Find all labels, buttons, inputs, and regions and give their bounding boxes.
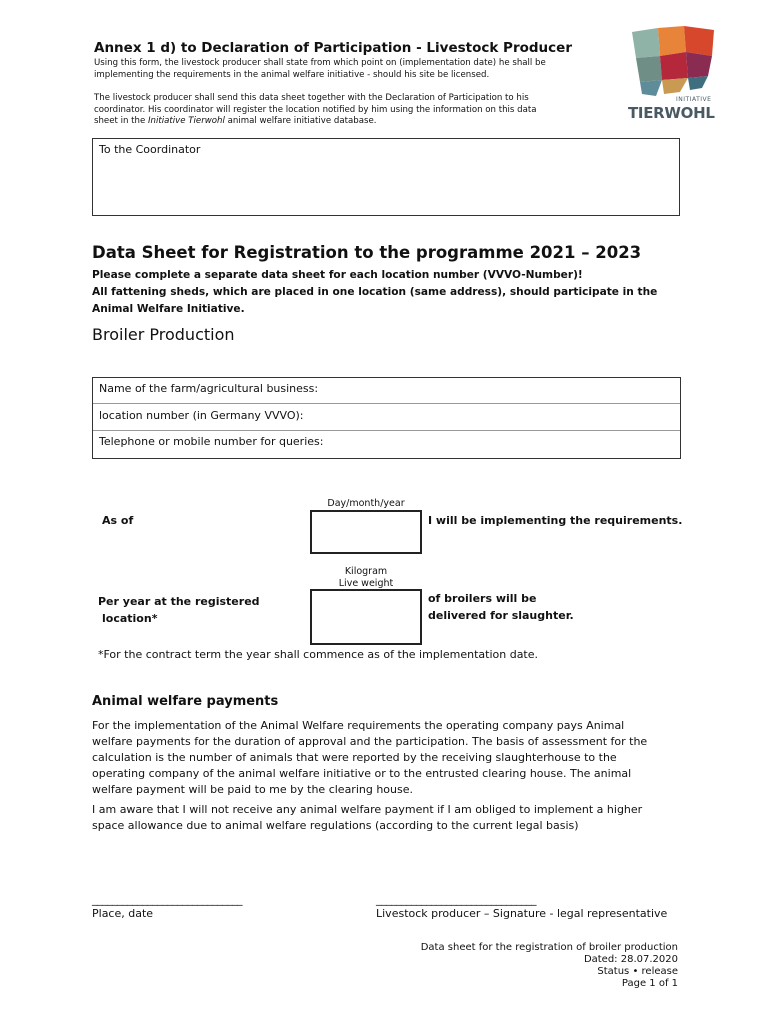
- intro-paragraph-2: [94, 93, 554, 128]
- place-date-label: Place, date: [92, 907, 154, 920]
- intro-paragraph: Using this form, the livestock producer shall state from which point on (implementation date) he shall be implementing the requirements in the animal welfare initiative - should his site be licensed.: [94, 58, 546, 80]
- section-heading: Broiler Production: [92, 325, 235, 344]
- document-footer: [380, 942, 678, 990]
- coordinator-box[interactable]: [92, 138, 680, 216]
- footer-page-number: Page 1 of 1: [621, 978, 678, 989]
- signature-line[interactable]: ________________________________: [376, 893, 536, 906]
- intro-text-italic: Initiative Tierwohl: [148, 116, 225, 126]
- data-sheet-title: Data Sheet for Registration to the programme 2021 – 2023: [92, 243, 642, 262]
- logo-initiative-text: INITIATIVE: [676, 96, 712, 103]
- broilers-label: [428, 590, 574, 624]
- per-year-label: [98, 593, 260, 627]
- kilogram-caption-line-1: Kilogram: [344, 566, 388, 577]
- annex-title: Annex 1 d) to Declaration of Participation - Livestock Producer: [94, 40, 572, 56]
- row-divider: [93, 430, 680, 431]
- broilers-line-1: of broilers will be: [428, 592, 537, 605]
- logo-wordmark: TIERWOHL: [628, 104, 715, 122]
- payments-paragraph-2: I am aware that I will not receive any animal welfare payment if I am obliged to implement a higher space allowance due to animal welfare regulations (according to the current legal basis): [92, 803, 643, 832]
- kilogram-caption-line-2: Live weight: [338, 578, 394, 589]
- footer-line-1: Data sheet for the registration of broiler production: [420, 942, 678, 953]
- payments-paragraph-1: For the implementation of the Animal Welfare requirements the operating company pays Animal welfare payments for the duration of approval and the participation. The basis of assessment for the calculation is the number of animals that were reported by the receiving slaughterhouse to the operating company of the animal welfare initiative or to the entrusted clearing house. The animal welfare payment will be paid to me by the clearing house.: [92, 719, 648, 796]
- intro-text-a: The livestock producer shall send this data sheet together with the Declaration of Participation to his coordinator. His coordinator will register the location notified by him using the information on this data sheet in the: [94, 93, 537, 126]
- instruction-line-1: Please complete a separate data sheet for each location number (VVVO-Number)!: [92, 269, 583, 281]
- initiative-tierwohl-logo: [628, 26, 718, 122]
- footer-status: Status • release: [597, 966, 678, 977]
- live-weight-field[interactable]: [310, 589, 422, 645]
- as-of-label: As of: [102, 514, 134, 527]
- coordinator-label: To the Coordinator: [99, 143, 201, 156]
- date-caption: Day/month/year: [327, 498, 405, 509]
- place-date-line[interactable]: ______________________________: [92, 893, 242, 906]
- intro-text-b: animal welfare initiative database.: [224, 116, 377, 126]
- kilogram-caption: [310, 566, 422, 590]
- per-year-line-2: location*: [102, 612, 158, 625]
- farm-info-box: [92, 377, 681, 459]
- footer-dated: Dated: 28.07.2020: [583, 954, 678, 965]
- location-number-label[interactable]: location number (in Germany VVVO):: [99, 409, 304, 422]
- requirements-label: I will be implementing the requirements.: [428, 514, 683, 527]
- row-divider: [93, 403, 680, 404]
- phone-label[interactable]: Telephone or mobile number for queries:: [99, 435, 324, 448]
- signature-label: Livestock producer – Signature - legal representative: [376, 907, 668, 920]
- implementation-date-field[interactable]: [310, 510, 422, 554]
- logo-mark-icon: [628, 26, 718, 98]
- per-year-line-1: Per year at the registered: [98, 595, 260, 608]
- contract-term-note: *For the contract term the year shall commence as of the implementation date.: [98, 648, 539, 661]
- broilers-line-2: delivered for slaughter.: [428, 609, 574, 622]
- instruction-line-2: All fattening sheds, which are placed in one location (same address), should participate in the Animal Welfare Initiative.: [92, 286, 658, 315]
- payments-heading: Animal welfare payments: [92, 694, 279, 709]
- farm-name-label[interactable]: Name of the farm/agricultural business:: [99, 382, 319, 395]
